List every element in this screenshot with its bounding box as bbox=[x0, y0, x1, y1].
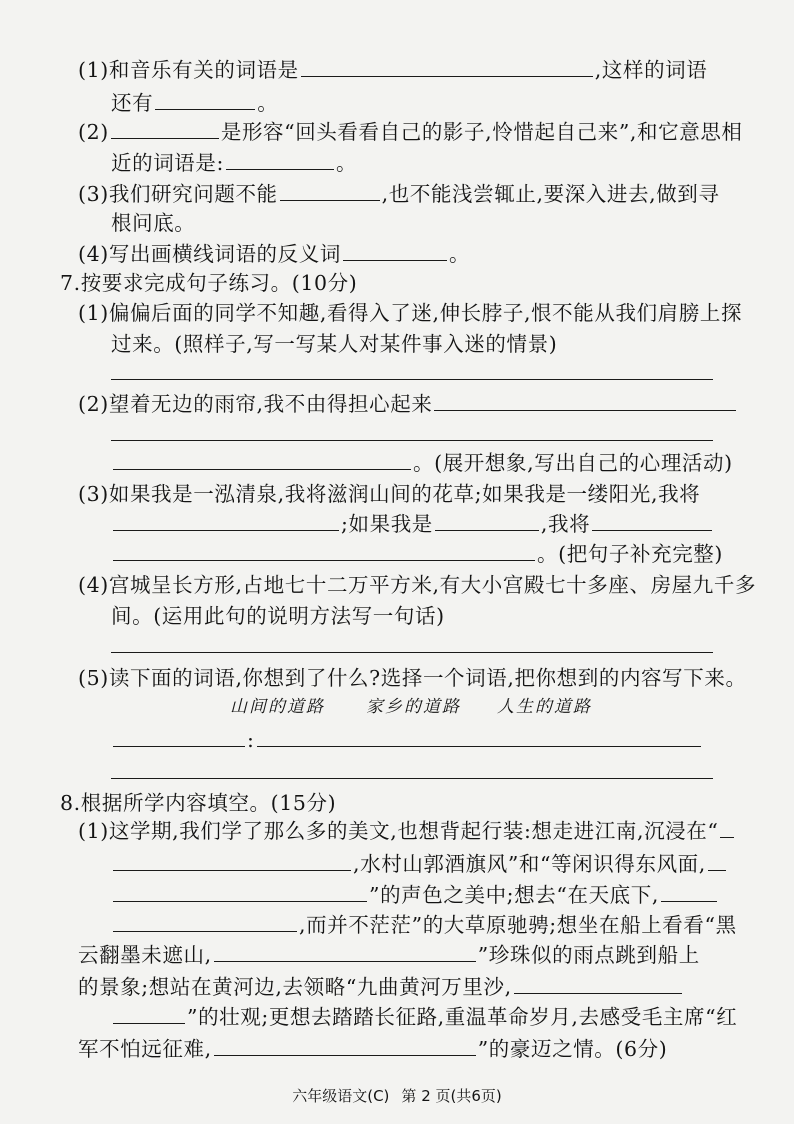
q7-item2-blank1[interactable] bbox=[434, 392, 736, 411]
q8-line8-text-a: 军不怕远征难, bbox=[78, 1037, 212, 1061]
q6-item4-line bbox=[78, 241, 470, 267]
q7-item2-blank2[interactable] bbox=[113, 451, 411, 470]
q8-blank3a[interactable] bbox=[661, 883, 717, 902]
q8-title: 8.根据所学内容填空。(15分) bbox=[60, 791, 337, 815]
q6-item3-line2 bbox=[111, 210, 195, 236]
q7-item2-answer-line[interactable] bbox=[111, 440, 713, 441]
q6-item1-line2 bbox=[111, 90, 278, 116]
q6-item2-end: 。 bbox=[336, 151, 358, 175]
q7-item5-word2: 家乡的道路 bbox=[366, 697, 461, 717]
q6-item1-line1 bbox=[78, 57, 707, 83]
q7-title: 7.按要求完成句子练习。(10分) bbox=[60, 271, 358, 295]
q7-item4-line1: (4)宫城呈长方形,占地七十二万平方米,有大小宫殿七十多座、房屋九千多 bbox=[78, 573, 757, 597]
q7-item2-line1 bbox=[78, 391, 738, 417]
q7-item5-word3: 人生的道路 bbox=[497, 697, 592, 717]
q7-item2-hint: 。(展开想象,写出自己的心理活动) bbox=[413, 451, 733, 475]
q8-blank3b[interactable] bbox=[113, 913, 297, 932]
q7-item5-answer-line2[interactable] bbox=[111, 778, 713, 779]
q8-line1 bbox=[78, 818, 736, 844]
q8-blank5b[interactable] bbox=[113, 1005, 185, 1024]
q6-item3-text-b: ,也不能浅尝辄止,要深入进去,做到寻 bbox=[381, 182, 720, 206]
q7-item4-answer-line[interactable] bbox=[111, 652, 713, 653]
q7-item2-line3 bbox=[111, 450, 733, 476]
page-footer bbox=[0, 1086, 794, 1106]
q8-line2-text: ,水村山郭酒旗风”和“等闲识得东风面, bbox=[353, 852, 706, 876]
q6-item4-text: (4)写出画横线词语的反义词 bbox=[78, 242, 341, 266]
q8-line3-text: ”的声色之美中;想去“在天底下, bbox=[369, 883, 659, 907]
q7-item3-blank3[interactable] bbox=[592, 512, 712, 531]
q6-item2-num: (2) bbox=[78, 120, 109, 144]
q8-blank1b[interactable] bbox=[113, 852, 351, 871]
q7-item3-blank4[interactable] bbox=[113, 542, 535, 561]
q8-line2 bbox=[111, 851, 728, 877]
q6-item2-line1 bbox=[78, 119, 743, 145]
q8-line5 bbox=[78, 942, 700, 968]
q8-line7-text: ”的壮观;更想去踏踏长征路,重温革命岁月,去感受毛主席“红 bbox=[187, 1005, 738, 1029]
q7-item1-line1: (1)偏偏后面的同学不知趣,看得入了迷,伸长脖子,恨不能从我们肩膀上探 bbox=[78, 301, 743, 325]
q8-line6-text: 的景象;想站在黄河边,去领略“九曲黄河万里沙, bbox=[78, 975, 512, 999]
q6-item3-blank[interactable] bbox=[280, 182, 380, 201]
q7-item3-hint: 。(把句子补充完整) bbox=[537, 542, 723, 566]
q6-item2-blank1[interactable] bbox=[111, 120, 219, 139]
q8-line4 bbox=[111, 912, 737, 938]
q7-item5-word1: 山间的道路 bbox=[230, 697, 325, 717]
q7-item5-answer-line1 bbox=[111, 727, 703, 753]
q8-blank1a[interactable] bbox=[720, 819, 734, 838]
q8-blank2a[interactable] bbox=[708, 852, 726, 871]
q8-line3 bbox=[111, 882, 719, 908]
q6-item2-blank2[interactable] bbox=[226, 151, 334, 170]
q7-item1-answer-line[interactable] bbox=[111, 379, 713, 380]
q7-item3-line3 bbox=[111, 541, 723, 567]
q8-line1-text: (1)这学期,我们学了那么多的美文,也想背起行装:想走进江南,沉浸在“ bbox=[78, 819, 719, 843]
q6-item4-blank[interactable] bbox=[343, 242, 447, 261]
q6-item1-end: 。 bbox=[257, 91, 279, 115]
q6-item1-text-c: 还有 bbox=[111, 91, 154, 115]
q6-item1-text-b: ,这样的词语 bbox=[594, 58, 708, 82]
q8-line7 bbox=[111, 1004, 737, 1030]
q8-blank6[interactable] bbox=[214, 1037, 476, 1056]
q7-item4-line2: 间。(运用此句的说明方法写一句话) bbox=[111, 604, 445, 628]
q7-item3-line1: (3)如果我是一泓清泉,我将滋润山间的花草;如果我是一缕阳光,我将 bbox=[78, 482, 701, 506]
q8-line8-text-b: ”的豪迈之情。(6分) bbox=[477, 1037, 668, 1061]
q8-blank4[interactable] bbox=[214, 943, 476, 962]
q7-item1-line2: 过来。(照样子,写一写某人对某件事入迷的情景) bbox=[111, 332, 558, 356]
q6-item2-text-c: 近的词语是: bbox=[111, 151, 225, 175]
q6-item1-blank2[interactable] bbox=[155, 91, 255, 110]
q8-line5-text-b: ”珍珠似的雨点跳到船上 bbox=[477, 943, 700, 967]
q7-item3-line2 bbox=[111, 511, 714, 537]
q6-item3-text: (3)我们研究问题不能 bbox=[78, 182, 278, 206]
q6-item4-end: 。 bbox=[448, 242, 471, 266]
q6-item3-text-c: 根问底。 bbox=[111, 211, 196, 235]
q8-line5-text-a: 云翻墨未遮山, bbox=[78, 943, 212, 967]
q6-item2-line2 bbox=[111, 150, 357, 176]
q8-blank2b[interactable] bbox=[113, 883, 367, 902]
q6-item1-blank1[interactable] bbox=[301, 58, 593, 77]
q7-item5-colon: : bbox=[247, 728, 255, 752]
q6-item3-line1 bbox=[78, 181, 720, 207]
q8-blank5a[interactable] bbox=[514, 975, 682, 994]
q7-item5-choice-blank[interactable] bbox=[113, 728, 245, 747]
q7-item5-content-blank[interactable] bbox=[257, 728, 701, 747]
q7-item3-blank1[interactable] bbox=[113, 512, 339, 531]
q7-item3-text-b: ;如果我是 bbox=[341, 512, 433, 536]
q8-line4-text: ,而并不茫茫”的大草原驰骋;想坐在船上看看“黑 bbox=[299, 913, 737, 937]
q7-item5-line1: (5)读下面的词语,你想到了什么?选择一个词语,把你想到的内容写下来。 bbox=[78, 666, 747, 690]
q6-item1-text: (1)和音乐有关的词语是 bbox=[78, 58, 299, 82]
q7-item3-blank2[interactable] bbox=[435, 512, 539, 531]
q8-line6 bbox=[78, 974, 684, 1000]
q7-item3-text-c: ,我将 bbox=[540, 512, 591, 536]
footer-page-number: 第 2 页(共6页) bbox=[401, 1087, 502, 1105]
q6-item2-text: 是形容“回头看看自己的影子,怜惜起自己来”,和它意思相 bbox=[220, 120, 743, 144]
footer-subject: 六年级语文(C) bbox=[292, 1087, 390, 1105]
q7-item2-text: (2)望着无边的雨帘,我不由得担心起来 bbox=[78, 392, 433, 416]
q8-line8 bbox=[78, 1036, 667, 1062]
